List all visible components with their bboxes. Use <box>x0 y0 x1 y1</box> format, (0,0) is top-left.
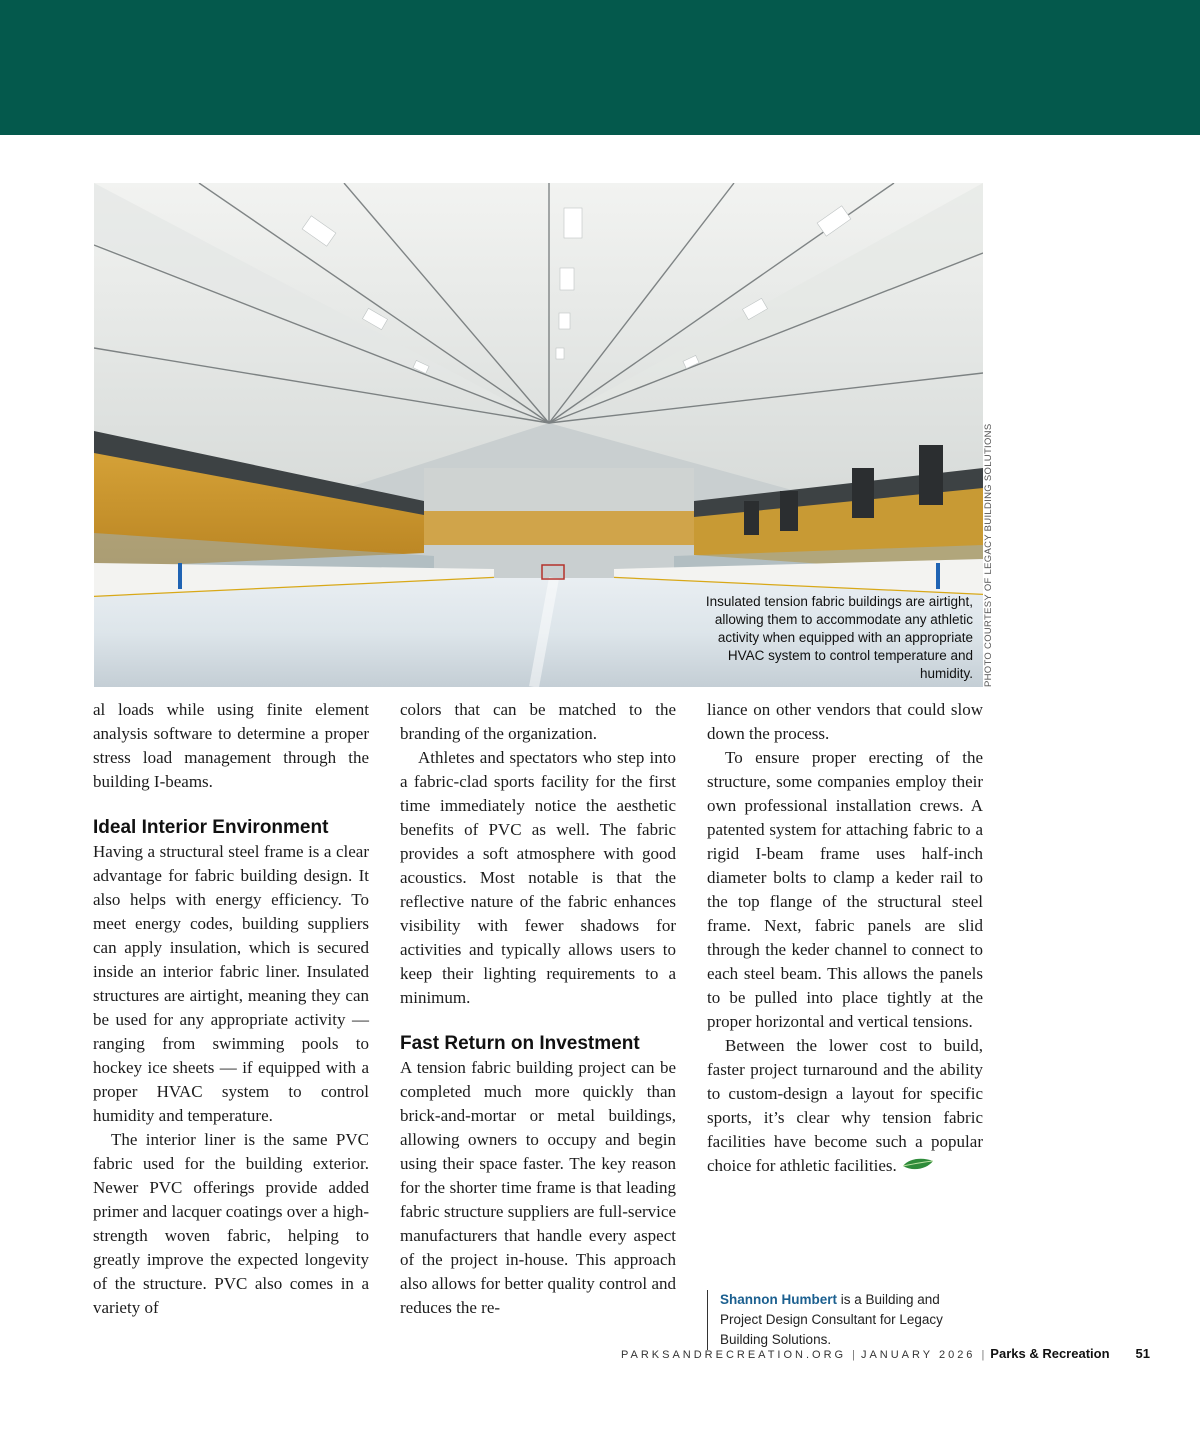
paragraph: liance on other vendors that could slow down the process. <box>707 700 983 743</box>
paragraph: Having a structural steel frame is a clear advantage for fabric building design. It also helps with energy efficiency. To meet energy codes, building suppliers can apply insulation, which is secured inside an interior fabric liner. Insulated structures are airtight, meaning they can be used for any appropriate activity — ranging from swimming pools to hockey ice sheets — if equipped with a proper HVAC system to control humidity and temperature. <box>93 842 369 1125</box>
author-bio-text: is a Building and Project Design Consultant for Legacy Building Solutions. <box>720 1292 943 1347</box>
closing-paragraph <box>707 1034 983 1178</box>
paragraph: al loads while using finite element analysis software to determine a proper stress load management through the building I-beams. <box>93 700 369 791</box>
paragraph: The interior liner is the same PVC fabric used for the building exterior. Newer PVC offerings provide added primer and lacquer coatings over a high-strength woven fabric, helping to greatly improve the expected longevity of the structure. PVC also comes in a variety of <box>93 1130 369 1317</box>
header-band <box>0 0 1200 135</box>
leaf-icon <box>901 1157 935 1173</box>
page-footer <box>621 1346 1150 1366</box>
paragraph: To ensure proper erecting of the structure, some companies employ their own professional installation crews. A patented system for attaching fabric to a rigid I-beam frame uses half-inch diameter bolts to clamp a keder rail to the top flange of the structural steel frame. Next, fabric panels are slid through the keder channel to connect to each steel beam. This allows the panels to be pulled into place tightly at the proper horizontal and vertical tensions. <box>707 748 983 1031</box>
photo-credit: PHOTO COURTESY OF LEGACY BUILDING SOLUTIONS <box>983 423 994 687</box>
article-column-2 <box>400 698 676 1320</box>
article-column-3 <box>707 698 983 1178</box>
article-column-1 <box>93 698 369 1320</box>
paragraph: colors that can be matched to the branding of the organization. <box>400 700 676 743</box>
footer-magazine: Parks & Recreation <box>990 1346 1110 1361</box>
photo-caption: Insulated tension fabric buildings are airtight, allowing them to accommodate any athletic activity when equipped with an appropriate HVAC system to control temperature and humidity. <box>705 594 973 681</box>
ice-rink-photo <box>94 183 983 687</box>
closing-text: Between the lower cost to build, faster project turnaround and the ability to custom-design a layout for specific sports, it’s clear why tension fabric facilities have become such a popular choice for athletic facilities. <box>707 1036 983 1175</box>
footer-separator: | <box>852 1349 855 1361</box>
paragraph: Athletes and spectators who step into a fabric-clad sports facility for the first time immediately notice the aesthetic benefits of PVC as well. The fabric provides a soft atmosphere with good acoustics. Most notable is that the reflective nature of the fabric enhances visibility with fewer shadows for activities and typically allows users to keep their lighting requirements to a minimum. <box>400 748 676 1007</box>
author-name: Shannon Humbert <box>720 1292 837 1307</box>
footer-site: PARKSANDRECREATION.ORG <box>620 1349 847 1361</box>
section-heading-ideal-interior: Ideal Interior Environment <box>93 817 329 838</box>
footer-date: JANUARY 2026 <box>860 1349 976 1361</box>
footer-separator: | <box>981 1349 985 1361</box>
page-number: 51 <box>1135 1346 1150 1361</box>
section-heading-fast-return: Fast Return on Investment <box>400 1033 640 1054</box>
paragraph: A tension fabric building project can be completed much more quickly than brick-and-mortar or metal buildings, allowing owners to occupy and begin using their space faster. The key reason for the shorter time frame is that leading fabric structure suppliers are full-service manufacturers that handle every aspect of the project in-house. This approach also allows for better quality control and reduces the re- <box>400 1058 676 1317</box>
author-bio <box>707 1290 983 1350</box>
